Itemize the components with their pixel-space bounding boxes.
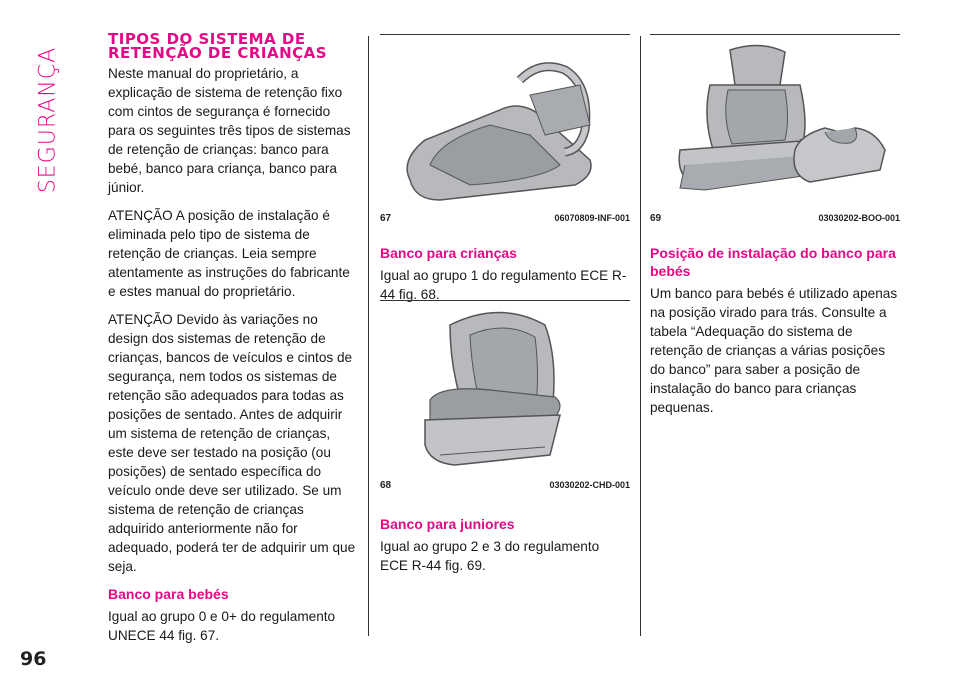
paragraph: ATENÇÃO A posição de instalação é eliminada pelo tipo de sistema de retenção de crianças. Leia sempre atentamente as instruções do fabricante e estes manual do proprietário. [108, 208, 350, 299]
figure-caption [380, 213, 630, 224]
column-divider [368, 36, 369, 636]
infant-carrier-illustration [380, 40, 630, 205]
figure-code: 03030202-BOO-001 [818, 213, 900, 223]
column-2-text-b [380, 511, 630, 584]
column-1 [108, 30, 358, 654]
figure-caption [650, 213, 900, 224]
section-label: SEGURANÇA [35, 46, 61, 194]
section-title: TIPOS DO SISTEMA DE RETENÇÃO DE CRIANÇAS [108, 30, 328, 62]
figure-top-rule [380, 34, 630, 35]
paragraph: Igual ao grupo 1 do regulamento ECE R-44 fig. 68. [380, 268, 627, 302]
subheading-criancas: Banco para crianças [380, 245, 517, 261]
figure-number: 69 [650, 213, 662, 224]
figure-top-rule [380, 300, 630, 301]
subheading-posicao: Posição de instalação do banco para bebés [650, 245, 896, 279]
column-2-text-a [380, 240, 630, 313]
figure-caption [380, 480, 630, 491]
figure-number: 67 [380, 213, 392, 224]
figure-top-rule [650, 34, 900, 35]
page-number: 96 [20, 648, 47, 670]
figure-code: 06070809-INF-001 [554, 213, 630, 223]
subheading-bebes: Banco para bebés [108, 586, 229, 602]
figure-number: 68 [380, 480, 392, 491]
booster-seat-illustration [650, 40, 900, 205]
paragraph: ATENÇÃO Devido às variações no design dos sistemas de retenção de crianças, bancos de veículos e cintos de segurança, nem todos os sistemas de retenção são adequados para todas as posições de sentado. Antes de adquirir um sistema de retenção de crianças, este deve ser testado na posição (ou posições) de sentado específica do veículo onde deve ser utilizado. Se um sistema de retenção de crianças adquirido anteriormente não for adequado, poderá ter de adquirir um que seja. [108, 312, 356, 574]
column-3-text [650, 240, 900, 426]
figure-code: 03030202-CHD-001 [549, 480, 630, 490]
section-side-tab [18, 30, 78, 210]
paragraph: Neste manual do proprietário, a explicação de sistema de retenção fixo com cintos de segurança é fornecido para os seguintes três tipos de sistemas de retenção de crianças: banco para bebé, banco para criança, banco para júnior. [108, 66, 351, 195]
paragraph: Igual ao grupo 2 e 3 do regulamento ECE R-44 fig. 69. [380, 539, 600, 573]
paragraph: Um banco para bebés é utilizado apenas na posição virado para trás. Consulte a tabela “Adequação do sistema de retenção de crianças a várias posições do banco” para saber a posição de instalação do banco para crianças pequenas. [650, 286, 898, 415]
column-divider [640, 36, 641, 636]
subheading-juniores: Banco para juniores [380, 516, 515, 532]
paragraph: Igual ao grupo 0 e 0+ do regulamento UNECE 44 fig. 67. [108, 609, 336, 643]
child-seat-illustration [380, 305, 630, 475]
